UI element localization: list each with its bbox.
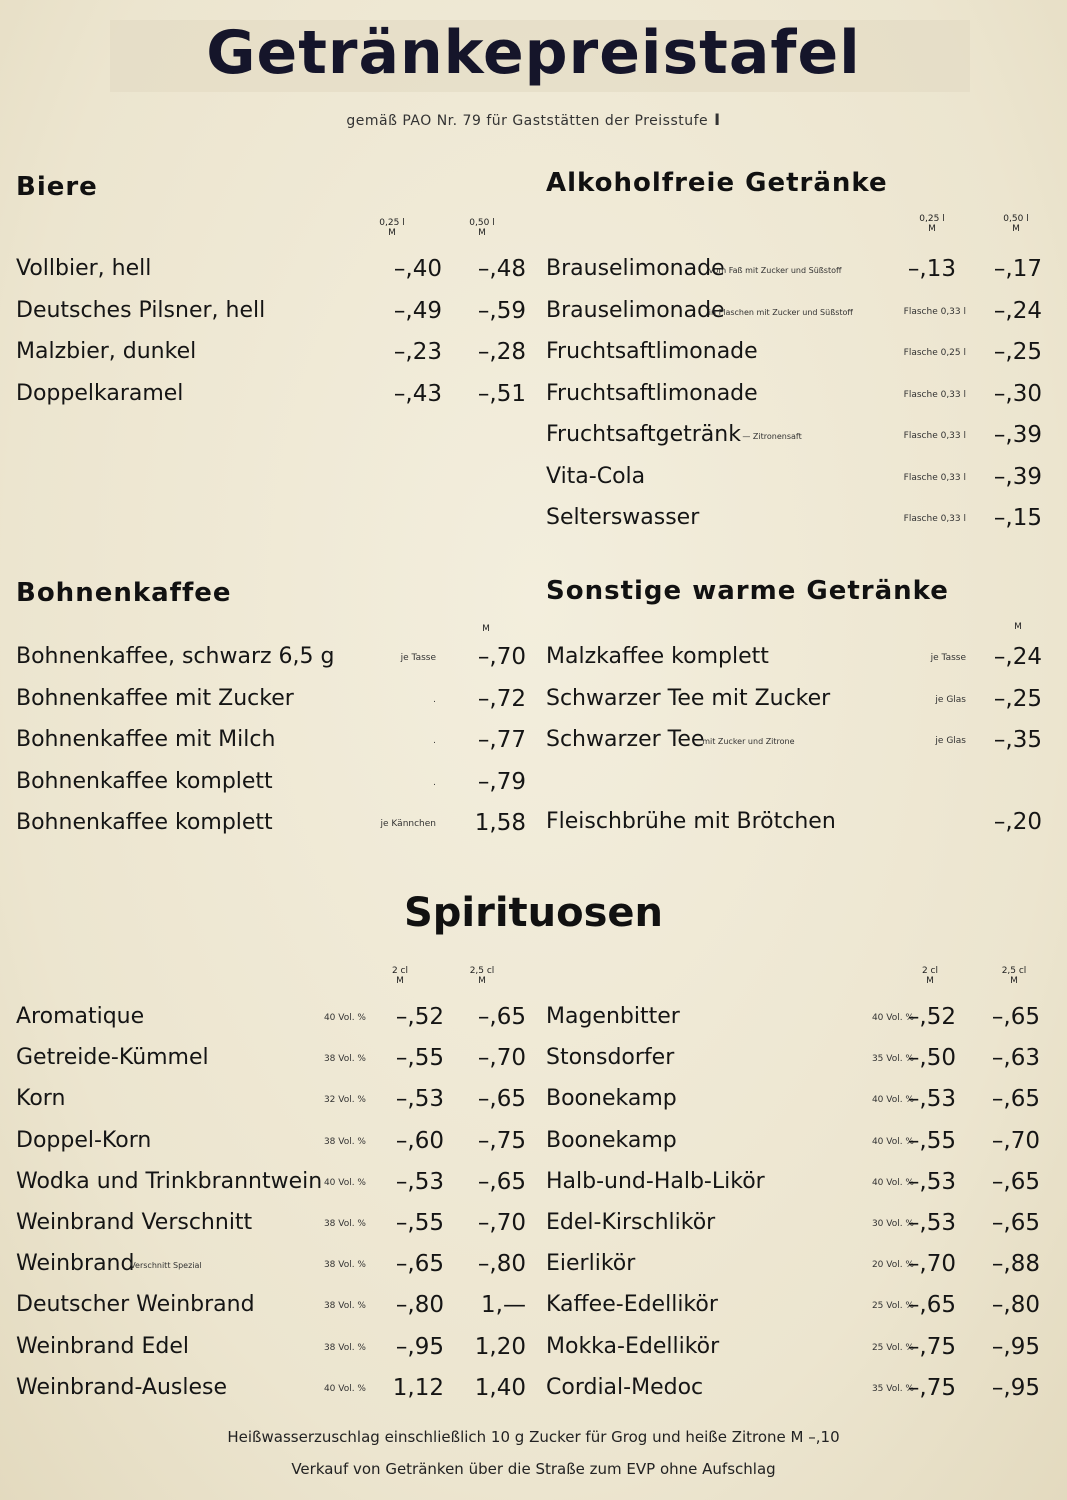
price-small: –,53 (907, 1168, 956, 1195)
item-name: Edel-Kirschlikör (546, 1210, 716, 1235)
subtitle (0, 110, 1067, 129)
coffee-row (16, 810, 526, 844)
softdrink-row (546, 422, 1046, 456)
coffee-row (16, 644, 526, 678)
price-price: –,25 (993, 686, 1042, 712)
price-large: –,65 (477, 1086, 526, 1113)
price-large: –,70 (477, 1045, 526, 1072)
price-small: –,13 (907, 256, 956, 282)
spirit-row (546, 1128, 1046, 1162)
price-price: –,77 (477, 727, 526, 753)
item-name: Boonekamp (546, 1086, 677, 1112)
item-unit: Flasche 0,25 l (903, 348, 966, 358)
heading-biere: Biere (16, 172, 98, 202)
price-small: –,53 (907, 1210, 956, 1236)
item-name: Brauselimonade (546, 256, 725, 281)
spirit-row (16, 1168, 526, 1203)
item-unit: . (433, 694, 436, 705)
price-large: –,30 (993, 380, 1042, 407)
price-large: –,25 (993, 339, 1042, 365)
price-large: –,75 (477, 1127, 526, 1154)
item-volume: 40 Vol. % (871, 1095, 914, 1106)
price-large: –,51 (477, 380, 526, 407)
item-name: Aromatique (16, 1004, 145, 1029)
price-large: –,39 (993, 463, 1042, 490)
item-name: Weinbrand (16, 1251, 135, 1277)
spirit-row (16, 1251, 526, 1285)
price-small: –,70 (907, 1251, 956, 1278)
price-large: –,70 (477, 1210, 526, 1236)
beer-row (16, 339, 526, 373)
price-large: –,59 (477, 297, 526, 324)
softdrink-row (546, 505, 1046, 539)
price-large: –,65 (991, 1086, 1040, 1113)
price-large: –,24 (993, 297, 1042, 324)
warm-col: M (1014, 622, 1022, 632)
price-large: –,65 (477, 1004, 526, 1030)
price-large: 1,20 (474, 1333, 526, 1360)
item-name: Stonsdorfer (546, 1045, 675, 1071)
warm-drink-row (546, 809, 1046, 843)
price-small: –,55 (395, 1210, 444, 1236)
price-large: –,15 (993, 505, 1042, 531)
item-volume: 25 Vol. % (871, 1301, 914, 1312)
item-volume: 38 Vol. % (323, 1260, 366, 1271)
item-volume: 38 Vol. % (323, 1301, 366, 1312)
item-unit: je Glas (935, 736, 966, 746)
item-unit: je Glas (935, 695, 966, 705)
item-volume: 40 Vol. % (323, 1013, 366, 1023)
price-small: –,52 (907, 1004, 956, 1030)
spirit-right-col1: 2 cl M (921, 966, 939, 986)
softdrink-row (546, 381, 1046, 415)
spirit-row (546, 1375, 1046, 1409)
softdrink-row (546, 464, 1046, 498)
beer-row (16, 256, 526, 290)
item-name: Cordial-Medoc (546, 1374, 704, 1400)
warm-drink-row (546, 644, 1046, 678)
footer-line-1: Heißwasserzuschlag einschließlich 10 g Zucker für Grog und heiße Zitrone M –,10 (227, 1428, 840, 1446)
item-volume: 20 Vol. % (871, 1260, 914, 1271)
price-large: –,80 (991, 1292, 1040, 1319)
price-large: –,95 (991, 1374, 1040, 1401)
softdrink-row (546, 298, 1046, 332)
coffee-row (16, 685, 526, 720)
item-name: Malzbier, dunkel (16, 339, 197, 364)
alkoholfrei-col2: 0,50 l M (1003, 214, 1029, 234)
price-small: –,55 (907, 1127, 956, 1154)
item-name: Doppel-Korn (16, 1127, 152, 1153)
price-small: –,55 (395, 1045, 444, 1072)
item-volume: 30 Vol. % (871, 1219, 914, 1229)
heading-spirituosen: Spirituosen (403, 890, 664, 936)
price-large: –,65 (991, 1210, 1040, 1236)
item-name: Weinbrand Verschnitt (16, 1210, 253, 1235)
price-small: –,52 (395, 1004, 444, 1030)
price-small: –,95 (395, 1333, 444, 1360)
heading-warm: Sonstige warme Getränke (546, 576, 949, 606)
price-price: –,72 (477, 685, 526, 712)
item-volume: 35 Vol. % (871, 1383, 914, 1394)
item-note: — Zitronensaft (742, 432, 802, 441)
spirit-row (16, 1086, 526, 1120)
item-name: Weinbrand-Auslese (16, 1374, 228, 1400)
price-large: –,80 (477, 1251, 526, 1278)
item-name: Bohnenkaffee komplett (16, 768, 273, 794)
item-unit: je Tasse (930, 653, 966, 663)
item-volume: 40 Vol. % (871, 1177, 914, 1188)
item-name: Deutsches Pilsner, hell (16, 297, 266, 323)
item-volume: 32 Vol. % (323, 1095, 366, 1106)
price-small: –,80 (395, 1292, 444, 1319)
price-small: 1,12 (392, 1374, 444, 1401)
item-name: Fruchtsaftlimonade (546, 380, 758, 406)
spirit-row (546, 1169, 1046, 1203)
price-price: –,70 (477, 644, 526, 670)
price-small: –,75 (907, 1333, 956, 1360)
item-name: Weinbrand Edel (16, 1333, 189, 1359)
spirit-row (16, 1210, 526, 1244)
item-volume: 40 Vol. % (323, 1383, 366, 1394)
heading-alkoholfrei: Alkoholfreie Getränke (546, 168, 888, 198)
item-unit: Flasche 0,33 l (903, 472, 966, 483)
item-volume: 38 Vol. % (323, 1342, 366, 1353)
price-large: –,95 (991, 1333, 1040, 1360)
item-volume: 40 Vol. % (323, 1177, 366, 1188)
price-small: –,53 (907, 1086, 956, 1113)
item-name: Bohnenkaffee mit Zucker (16, 685, 294, 711)
item-volume: 40 Vol. % (871, 1136, 914, 1147)
item-name: Kaffee-Edellikör (546, 1292, 718, 1318)
spirit-row (546, 1334, 1046, 1368)
beer-row (16, 297, 526, 332)
price-large: –,17 (993, 256, 1042, 282)
softdrink-row (546, 256, 1046, 290)
price-small: –,65 (395, 1251, 444, 1278)
price-small: –,60 (395, 1127, 444, 1154)
item-name: Wodka und Trinkbranntwein (16, 1168, 323, 1194)
item-unit: . (433, 736, 436, 746)
softdrink-row (546, 339, 1046, 373)
spirit-row (16, 1127, 526, 1162)
price-price: –,79 (477, 768, 526, 795)
item-volume: 38 Vol. % (323, 1136, 366, 1147)
item-name: Fruchtsaftgetränk (546, 422, 741, 447)
price-small: –,43 (393, 380, 442, 407)
item-volume: 35 Vol. % (871, 1054, 914, 1065)
price-price: –,20 (993, 809, 1042, 835)
price-large: –,65 (477, 1168, 526, 1195)
price-large: –,70 (991, 1127, 1040, 1154)
item-unit: Flasche 0,33 l (903, 389, 966, 400)
spirit-row (16, 1374, 526, 1409)
beer-row (16, 380, 526, 415)
price-large: 1,40 (474, 1374, 526, 1401)
item-name: Malzkaffee komplett (546, 644, 769, 669)
spirit-left-col1: 2 cl M (391, 966, 409, 986)
spirit-row (16, 1333, 526, 1368)
coffee-row (16, 727, 526, 761)
item-volume: 38 Vol. % (323, 1219, 366, 1229)
warm-drink-row (546, 686, 1046, 720)
price-large: –,63 (991, 1045, 1040, 1072)
price-large: –,28 (477, 339, 526, 365)
heading-bohnenkaffee: Bohnenkaffee (16, 578, 232, 608)
item-name: Schwarzer Tee mit Zucker (546, 686, 831, 711)
price-price: –,24 (993, 644, 1042, 670)
item-unit: Flasche 0,33 l (903, 514, 966, 524)
item-name: Deutscher Weinbrand (16, 1292, 255, 1318)
item-name: Getreide-Kümmel (16, 1045, 209, 1071)
item-note: in Flaschen mit Zucker und Süßstoff (708, 307, 853, 317)
item-name: Korn (16, 1086, 66, 1112)
item-name: Magenbitter (546, 1004, 680, 1029)
item-volume: 38 Vol. % (323, 1054, 366, 1065)
item-name: Vollbier, hell (16, 256, 152, 281)
alkoholfrei-col1: 0,25 l M (919, 214, 945, 234)
item-unit: Flasche 0,33 l (903, 431, 966, 441)
bohnenkaffee-col: M (482, 624, 490, 634)
item-unit: . (433, 777, 436, 788)
item-name: Bohnenkaffee mit Milch (16, 727, 276, 752)
biere-col2: 0,50 l M (469, 218, 495, 238)
coffee-row (16, 768, 526, 803)
footer-line-2: Verkauf von Getränken über die Straße zum EVP ohne Aufschlag (291, 1460, 776, 1478)
item-name: Fruchtsaftlimonade (546, 339, 758, 364)
spirit-row (546, 1045, 1046, 1079)
spirit-right-col2: 2,5 cl M (1001, 966, 1027, 986)
price-small: –,49 (393, 297, 442, 324)
item-name: Doppelkaramel (16, 380, 184, 406)
price-large: –,48 (477, 256, 526, 282)
biere-col1: 0,25 l M (379, 218, 405, 238)
item-name: Boonekamp (546, 1127, 677, 1153)
spirit-row (546, 1210, 1046, 1244)
spirit-row (546, 1251, 1046, 1285)
item-unit: Flasche 0,33 l (903, 306, 966, 317)
spirit-row (546, 1086, 1046, 1120)
item-unit: je Kännchen (380, 819, 436, 829)
price-large: 1,— (481, 1292, 526, 1319)
price-large: –,88 (991, 1251, 1040, 1278)
spirit-row (16, 1004, 526, 1038)
item-name: Selterswasser (546, 505, 700, 530)
price-small: –,23 (393, 339, 442, 365)
spirit-left-col2: 2,5 cl M (469, 966, 495, 986)
item-name: Fleischbrühe mit Brötchen (546, 809, 836, 834)
price-large: –,65 (991, 1004, 1040, 1030)
item-unit: je Tasse (400, 653, 436, 663)
spirit-row (16, 1045, 526, 1079)
price-price: 1,58 (474, 810, 526, 836)
price-small: –,75 (907, 1374, 956, 1401)
item-name: Eierlikör (546, 1251, 636, 1277)
price-small: –,65 (907, 1292, 956, 1319)
warm-drink-row (546, 727, 1046, 761)
item-name: Mokka-Edellikör (546, 1333, 720, 1359)
price-price: –,35 (993, 727, 1042, 753)
page-title: Getränkepreistafel (206, 18, 861, 88)
price-small: –,53 (395, 1168, 444, 1195)
item-volume: 40 Vol. % (871, 1013, 914, 1023)
item-name: Brauselimonade (546, 297, 725, 323)
item-name: Bohnenkaffee komplett (16, 810, 273, 835)
subtitle-text: gemäß PAO Nr. 79 für Gaststätten der Preisstufe (346, 113, 709, 129)
item-name: Vita-Cola (546, 463, 646, 489)
spirit-row (546, 1292, 1046, 1326)
item-name: Schwarzer Tee (546, 727, 705, 752)
price-small: –,50 (907, 1045, 956, 1072)
price-small: –,40 (393, 256, 442, 282)
price-small: –,53 (395, 1086, 444, 1113)
price-large: –,65 (991, 1168, 1040, 1195)
item-note: Verschnitt Spezial (130, 1261, 202, 1271)
preisstufe: I (714, 110, 721, 129)
item-note: mit Zucker und Zitrone (702, 737, 795, 746)
item-note: vom Faß mit Zucker und Süßstoff (708, 266, 842, 275)
price-large: –,39 (993, 422, 1042, 448)
spirit-row (16, 1292, 526, 1326)
item-name: Bohnenkaffee, schwarz 6,5 g (16, 644, 335, 669)
item-volume: 25 Vol. % (871, 1342, 914, 1353)
item-name: Halb-und-Halb-Likör (546, 1168, 765, 1194)
spirit-row (546, 1004, 1046, 1038)
